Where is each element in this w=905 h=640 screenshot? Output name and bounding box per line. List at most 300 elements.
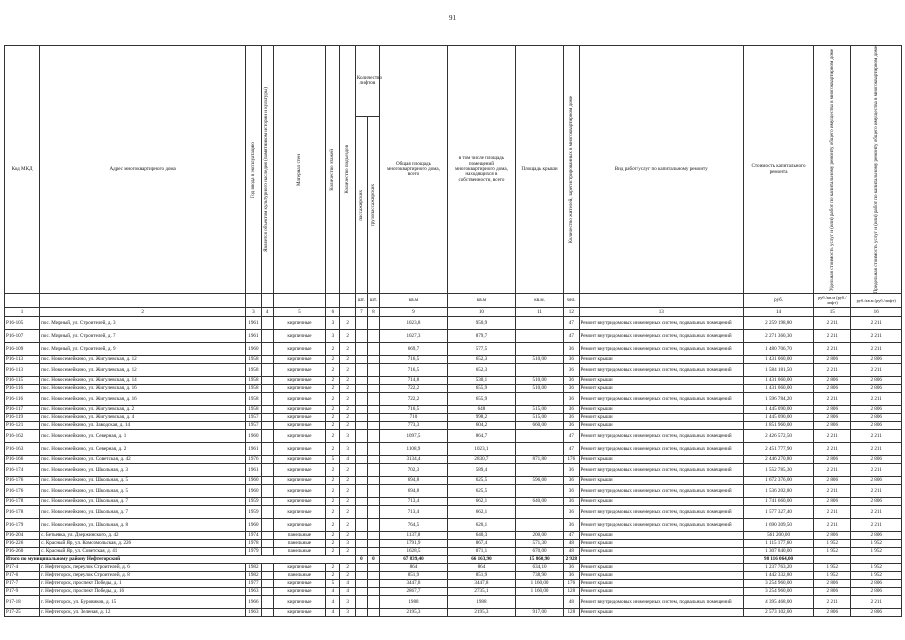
unit-cost <box>814 556 851 564</box>
commission-year: 1976 <box>246 456 261 464</box>
premises-area: 2195,3 <box>447 609 515 617</box>
total-area: 694,8 <box>379 477 447 485</box>
unit-cost: 2 806 <box>814 356 851 364</box>
table-row <box>5 580 902 588</box>
house-code: P16-204 <box>5 532 40 540</box>
residents: 36 <box>564 343 579 356</box>
column-number: 8 <box>367 308 379 317</box>
commission-year: 1958 <box>246 385 261 393</box>
elevators-freight: 0 <box>367 556 379 564</box>
premises-area: 625,5 <box>447 477 515 485</box>
wall-material: кирпичные <box>273 580 326 588</box>
elevators-freight <box>367 506 379 519</box>
wall-material: кирпичные <box>273 364 326 377</box>
house-code: P17-9 <box>5 588 40 596</box>
work-type: Ремонт внутридомовых инженерных систем, подвальных помещений <box>579 364 743 377</box>
repair-cost: 1 445 090,00 <box>743 414 813 422</box>
floors-count: 2 <box>326 385 340 393</box>
roof-area: 596,00 <box>515 477 563 485</box>
work-type: Ремонт внутридомовых инженерных систем, подвальных помещений <box>579 443 743 456</box>
table-row <box>5 364 902 377</box>
premises-area: 3447,8 <box>447 580 515 588</box>
total-area: 773,3 <box>379 422 447 430</box>
max-cost: 2 211 <box>851 317 902 330</box>
max-cost: 1 952 <box>851 572 902 580</box>
commission-year: 1960 <box>246 519 261 532</box>
unit-area: кв.м <box>447 294 515 308</box>
house-address: пос. Новосемейкино, ул. Северная, д. 2 <box>40 443 246 456</box>
residents: 48 <box>564 548 579 556</box>
elevators-pass <box>355 485 367 498</box>
roof-area: 515,00 <box>515 414 563 422</box>
unit-cost: 2 211 <box>814 464 851 477</box>
work-type: Ремонт крыши <box>579 498 743 506</box>
unit-cost: 2 211 <box>814 519 851 532</box>
commission-year: 1979 <box>246 548 261 556</box>
elevators-pass <box>355 548 367 556</box>
elevators-freight <box>367 330 379 343</box>
repair-cost: 1 431 060,00 <box>743 356 813 364</box>
table-row <box>5 588 902 596</box>
repair-cost: 1 584 181,50 <box>743 364 813 377</box>
max-cost: 2 211 <box>851 330 902 343</box>
column-number: 14 <box>743 308 813 317</box>
heritage-flag <box>261 377 273 385</box>
unit-area: кв.м. <box>515 294 563 308</box>
unit-cost: 2 806 <box>814 414 851 422</box>
floors-count: 2 <box>326 540 340 548</box>
elevators-freight <box>367 609 379 617</box>
entrances-count: 2 <box>340 422 355 430</box>
header-code: Код МКД <box>5 46 40 294</box>
floors-count: 2 <box>326 364 340 377</box>
repair-cost: 98 116 064,00 <box>743 556 813 564</box>
header-address: Адрес многоквартирного дома <box>40 46 246 294</box>
entrances-count: 2 <box>340 356 355 364</box>
header-area-roof: Площадь крыши <box>515 46 563 294</box>
header-elev-pass: пассажирских <box>357 189 364 221</box>
residents: 36 <box>564 464 579 477</box>
roof-area: 1 160,00 <box>515 588 563 596</box>
wall-material: кирпичные <box>273 485 326 498</box>
total-area: 722,2 <box>379 385 447 393</box>
work-type: Ремонт крыши <box>579 377 743 385</box>
total-area: 2867,7 <box>379 588 447 596</box>
entrances-count: 2 <box>340 330 355 343</box>
table-row <box>5 393 902 406</box>
residents: 128 <box>564 609 579 617</box>
heritage-flag <box>261 572 273 580</box>
repair-cost: 1 442 332,80 <box>743 572 813 580</box>
house-address: пос. Новосемейкино, ул. Жигулевская, д. 16 <box>40 385 246 393</box>
premises-area: 662,1 <box>447 506 515 519</box>
entrances-count: 4 <box>340 580 355 588</box>
heritage-flag <box>261 430 273 443</box>
residents: 176 <box>564 456 579 464</box>
entrances-count: 2 <box>340 548 355 556</box>
heritage-flag <box>261 343 273 356</box>
premises-area: 625,5 <box>447 485 515 498</box>
floors-count: 2 <box>326 430 340 443</box>
roof-area: 660,00 <box>515 422 563 430</box>
entrances-count: 2 <box>340 498 355 506</box>
elevators-pass <box>355 430 367 443</box>
roof-area <box>515 443 563 456</box>
total-area: 1023,8 <box>379 317 447 330</box>
floors-count: 2 <box>326 498 340 506</box>
elevators-pass <box>355 317 367 330</box>
unit-cost: 1 952 <box>814 564 851 572</box>
elevators-freight <box>367 430 379 443</box>
header-works: Вид работ/услуг по капитальному ремонту <box>579 46 743 294</box>
column-number: 15 <box>814 308 851 317</box>
roof-area: 634,10 <box>515 564 563 572</box>
residents: 48 <box>564 596 579 609</box>
repair-cost: 3 254 960,00 <box>743 580 813 588</box>
residents: 48 <box>564 540 579 548</box>
total-area: 716,5 <box>379 406 447 414</box>
wall-material: кирпичные <box>273 422 326 430</box>
house-address: с. Бетьевка, ул. Дзержинского, д. 42 <box>40 532 246 540</box>
elevators-pass <box>355 385 367 393</box>
residents: 36 <box>564 506 579 519</box>
house-code: P16-105 <box>5 317 40 330</box>
house-address: пос. Новосемейкино, ул. Заводская, д. 14 <box>40 422 246 430</box>
roof-area: 571,30 <box>515 540 563 548</box>
floors-count: 2 <box>326 519 340 532</box>
elevators-freight <box>367 564 379 572</box>
table-row <box>5 343 902 356</box>
unit-cost: 2 806 <box>814 422 851 430</box>
wall-material: кирпичные <box>273 393 326 406</box>
residents: 36 <box>564 414 579 422</box>
unit-pcs: шт. <box>355 294 367 308</box>
house-code: P16-117 <box>5 406 40 414</box>
max-cost: 2 211 <box>851 519 902 532</box>
residents: 47 <box>564 443 579 456</box>
column-number: 11 <box>515 308 563 317</box>
house-code: P16-176 <box>5 485 40 498</box>
total-area: 3447,8 <box>379 580 447 588</box>
house-code: P16-178 <box>5 506 40 519</box>
elevators-freight <box>367 456 379 464</box>
elevators-freight <box>367 548 379 556</box>
house-code: P16-162 <box>5 430 40 443</box>
roof-area <box>515 506 563 519</box>
floors-count: 4 <box>326 588 340 596</box>
table-row <box>5 464 902 477</box>
work-type: Ремонт крыши <box>579 414 743 422</box>
repair-cost: 1 431 060,00 <box>743 377 813 385</box>
unit-cost: 2 806 <box>814 456 851 464</box>
entrances-count: 4 <box>340 588 355 596</box>
table-header <box>5 46 902 317</box>
roof-area <box>515 464 563 477</box>
elevators-pass <box>355 506 367 519</box>
floors-count: 3 <box>326 317 340 330</box>
table-body <box>5 317 902 617</box>
premises-area: 648 <box>447 406 515 414</box>
house-code: P16-113 <box>5 364 40 377</box>
wall-material: кирпичные <box>273 609 326 617</box>
table-row <box>5 548 902 556</box>
house-code: P16-109 <box>5 343 40 356</box>
max-cost: 2 806 <box>851 385 902 393</box>
floors-count: 5 <box>326 456 340 464</box>
heritage-flag <box>261 385 273 393</box>
work-type: Ремонт внутридомовых инженерных систем, подвальных помещений <box>579 343 743 356</box>
total-area: 716,5 <box>379 356 447 364</box>
commission-year: 1961 <box>246 317 261 330</box>
elevators-freight <box>367 443 379 456</box>
entrances-count: 2 <box>340 364 355 377</box>
wall-material: кирпичные <box>273 356 326 364</box>
table-row <box>5 414 902 422</box>
table-row <box>5 485 902 498</box>
unit-cost: 2 806 <box>814 498 851 506</box>
house-code: P17-18 <box>5 596 40 609</box>
house-address: пос. Новосемейкино, ул. Школьная, д. 7 <box>40 498 246 506</box>
elevators-pass <box>355 477 367 485</box>
heritage-flag <box>261 414 273 422</box>
header-max-cost: Предельная стоимость услуг и (или) работ по капитальному ремонту общего имущества в многоквартирном доме <box>872 46 879 294</box>
house-code: P16-115 <box>5 377 40 385</box>
heritage-flag <box>261 609 273 617</box>
entrances-count: 2 <box>340 414 355 422</box>
commission-year: 1960 <box>246 343 261 356</box>
entrances-count: 2 <box>340 377 355 385</box>
unit-cost: 2 211 <box>814 485 851 498</box>
unit-cost: 2 211 <box>814 364 851 377</box>
commission-year: 1960 <box>246 485 261 498</box>
max-cost <box>851 556 902 564</box>
repair-cost: 2 573 102,00 <box>743 609 813 617</box>
elevators-pass <box>355 580 367 588</box>
work-type: Ремонт крыши <box>579 356 743 364</box>
premises-area: 589,4 <box>447 464 515 477</box>
column-number: 12 <box>564 308 579 317</box>
house-address: пос. Новосемейкино, ул. Жигулевская, д. 12 <box>40 364 246 377</box>
floors-count: 2 <box>326 506 340 519</box>
elevators-freight <box>367 364 379 377</box>
heritage-flag <box>261 422 273 430</box>
elevators-freight <box>367 477 379 485</box>
premises-area: 864 <box>447 564 515 572</box>
repair-cost: 3 254 960,00 <box>743 588 813 596</box>
elevators-pass <box>355 564 367 572</box>
header-walls: Материал стен <box>295 153 302 186</box>
residents: 36 <box>564 477 579 485</box>
max-cost: 2 806 <box>851 356 902 364</box>
max-cost: 2 211 <box>851 506 902 519</box>
heritage-flag <box>261 548 273 556</box>
wall-material: кирпичные <box>273 414 326 422</box>
unit-cost: 2 211 <box>814 443 851 456</box>
unit-cost: 2 211 <box>814 393 851 406</box>
wall-material: кирпичные <box>273 377 326 385</box>
total-area: 67 839,40 <box>379 556 447 564</box>
premises-area: 2735,1 <box>447 588 515 596</box>
repair-cost: 2 446 270,80 <box>743 456 813 464</box>
total-area: 716,5 <box>379 364 447 377</box>
heritage-flag <box>261 498 273 506</box>
subtotal-label: Итого по муниципальному району Нефтегорский <box>5 556 356 564</box>
floors-count: 3 <box>326 330 340 343</box>
heritage-flag <box>261 540 273 548</box>
repair-cost: 1 115 177,60 <box>743 540 813 548</box>
wall-material: кирпичные <box>273 588 326 596</box>
commission-year: 1978 <box>246 540 261 548</box>
header-elev-freight: грузопассажирских <box>369 184 376 227</box>
commission-year: 1974 <box>246 532 261 540</box>
max-cost: 2 806 <box>851 498 902 506</box>
roof-area: 738,90 <box>515 572 563 580</box>
elevators-pass <box>355 406 367 414</box>
total-area: 1628,5 <box>379 548 447 556</box>
commission-year: 1960 <box>246 430 261 443</box>
floors-count: 4 <box>326 596 340 609</box>
elevators-freight <box>367 385 379 393</box>
roof-area: 1 160,00 <box>515 580 563 588</box>
elevators-freight <box>367 377 379 385</box>
elevators-freight <box>367 393 379 406</box>
header-entrances: Количество подъездов <box>343 145 350 195</box>
work-type: Ремонт внутридомовых инженерных систем, подвальных помещений <box>579 393 743 406</box>
floors-count: 5 <box>326 580 340 588</box>
table-row <box>5 498 902 506</box>
roof-area <box>515 343 563 356</box>
unit-cost: 2 211 <box>814 343 851 356</box>
premises-area: 652,3 <box>447 364 515 377</box>
repair-cost: 1 431 060,00 <box>743 385 813 393</box>
house-address: г. Нефтегорск, ул. Буровиков, д. 15 <box>40 596 246 609</box>
residents: 36 <box>564 377 579 385</box>
subtotal-row <box>5 556 902 564</box>
wall-material: кирпичные <box>273 498 326 506</box>
premises-area: 662,1 <box>447 498 515 506</box>
units-row <box>5 294 902 308</box>
table-row <box>5 317 902 330</box>
roof-area: 200,00 <box>515 532 563 540</box>
premises-area: 620,1 <box>447 519 515 532</box>
residents: 36 <box>564 393 579 406</box>
premises-area: 655,9 <box>447 385 515 393</box>
column-number: 4 <box>261 308 273 317</box>
elevators-freight <box>367 498 379 506</box>
floors-count: 2 <box>326 464 340 477</box>
wall-material: панельные <box>273 532 326 540</box>
residents: 47 <box>564 317 579 330</box>
heritage-flag <box>261 356 273 364</box>
house-code: P16-163 <box>5 443 40 456</box>
house-code: P16-226 <box>5 540 40 548</box>
column-number: 9 <box>379 308 447 317</box>
column-number <box>340 308 355 317</box>
roof-area: 510,00 <box>515 377 563 385</box>
wall-material: кирпичные <box>273 477 326 485</box>
elevators-freight <box>367 406 379 414</box>
wall-material: кирпичные <box>273 564 326 572</box>
max-cost: 2 211 <box>851 343 902 356</box>
table-row <box>5 609 902 617</box>
work-type: Ремонт крыши <box>579 609 743 617</box>
floors-count: 2 <box>326 564 340 572</box>
elevators-freight <box>367 414 379 422</box>
heritage-flag <box>261 532 273 540</box>
work-type: Ремонт крыши <box>579 456 743 464</box>
commission-year: 1982 <box>246 564 261 572</box>
heritage-flag <box>261 519 273 532</box>
header-area-premises: в том числе площадь помещений многоквартирного дома, находящихся в собственности, всего <box>447 46 515 294</box>
column-number: 13 <box>579 308 743 317</box>
house-address: г. Нефтегорск, проспект Победы, д. 1 <box>40 580 246 588</box>
total-area: 864 <box>379 564 447 572</box>
work-type: Ремонт внутридомовых инженерных систем, подвальных помещений <box>579 485 743 498</box>
table-row <box>5 356 902 364</box>
total-area: 710 <box>379 414 447 422</box>
heritage-flag <box>261 317 273 330</box>
table-row <box>5 532 902 540</box>
max-cost: 1 952 <box>851 564 902 572</box>
house-code: P16-113 <box>5 356 40 364</box>
commission-year: 1963 <box>246 609 261 617</box>
table-row <box>5 519 902 532</box>
total-area: 1137,8 <box>379 532 447 540</box>
table-row <box>5 422 902 430</box>
unit-cost: 2 211 <box>814 330 851 343</box>
max-cost: 2 806 <box>851 422 902 430</box>
house-code: P16-260 <box>5 548 40 556</box>
heritage-flag <box>261 393 273 406</box>
house-address: пос. Новосемейкино, ул. Школьная, д. 8 <box>40 519 246 532</box>
total-area: 713,4 <box>379 506 447 519</box>
residents: 36 <box>564 356 579 364</box>
entrances-count: 2 <box>340 532 355 540</box>
unit-area: кв.м <box>379 294 447 308</box>
elevators-pass <box>355 588 367 596</box>
roof-area <box>515 519 563 532</box>
premises-area: 652,3 <box>447 356 515 364</box>
column-number: 10 <box>447 308 515 317</box>
elevators-freight <box>367 588 379 596</box>
elevators-pass <box>355 377 367 385</box>
commission-year: 1961 <box>246 443 261 456</box>
work-type: Ремонт внутридомовых инженерных систем, подвальных помещений <box>579 464 743 477</box>
entrances-count: 2 <box>340 572 355 580</box>
wall-material: кирпичные <box>273 430 326 443</box>
house-address: пос. Новосемейкино, ул. Северная, д. 1 <box>40 430 246 443</box>
commission-year: 1960 <box>246 477 261 485</box>
table-row <box>5 506 902 519</box>
total-area: 1027,3 <box>379 330 447 343</box>
max-cost: 2 806 <box>851 609 902 617</box>
house-address: пос. Новосемейкино, ул. Жигулевская, д. 16 <box>40 393 246 406</box>
commission-year: 1957 <box>246 414 261 422</box>
roof-area: 515,00 <box>515 406 563 414</box>
floors-count: 2 <box>326 572 340 580</box>
wall-material: панельные <box>273 540 326 548</box>
max-cost: 2 806 <box>851 588 902 596</box>
commission-year: 1958 <box>246 393 261 406</box>
house-address: г. Нефтегорск, переулок Строителей, д. 8 <box>40 572 246 580</box>
heritage-flag <box>261 456 273 464</box>
premises-area: 864,7 <box>447 430 515 443</box>
commission-year: 1957 <box>246 422 261 430</box>
heritage-flag <box>261 406 273 414</box>
commission-year: 1982 <box>246 572 261 580</box>
wall-material: кирпичные <box>273 596 326 609</box>
unit-cost: 2 806 <box>814 588 851 596</box>
